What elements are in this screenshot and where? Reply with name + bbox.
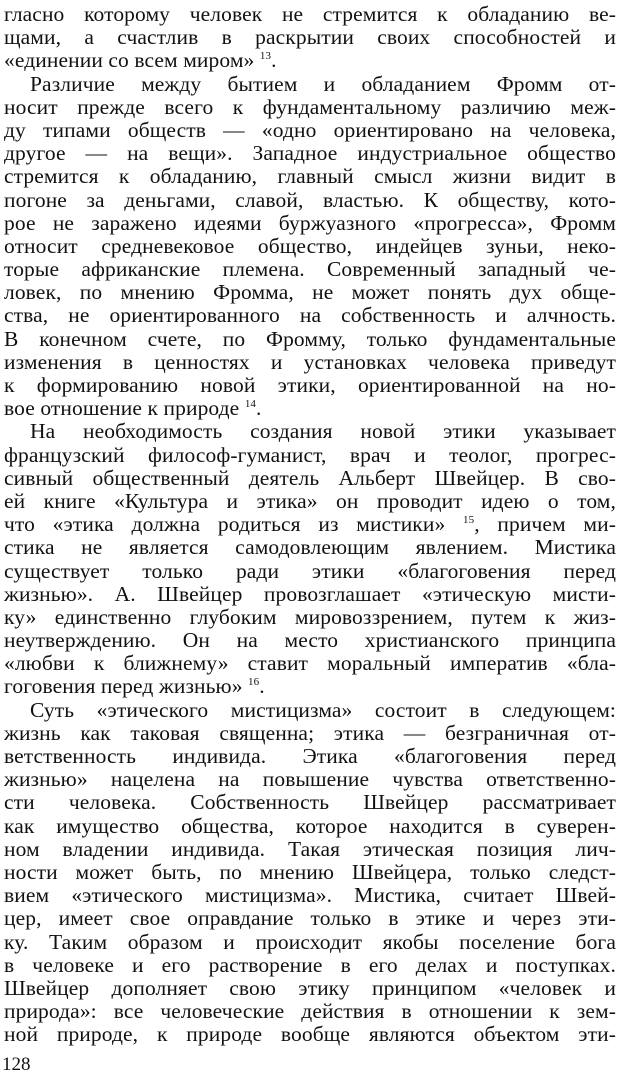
- text-line: [4, 722, 616, 745]
- line-text: сти человека. Собственность Швейцер рассматривает: [4, 791, 616, 815]
- text-line: [4, 73, 616, 96]
- text-line: [4, 768, 616, 791]
- text-line: [4, 513, 616, 536]
- line-text: ном владении индивида. Такая этическая позиция лич-: [4, 837, 616, 861]
- line-text: французский философ-гуманист, врач и теолог, прогрес-: [4, 443, 616, 467]
- text-line: [4, 606, 616, 629]
- line-text: сивный общественный деятель Альберт Швейцер. В сво-: [4, 466, 616, 490]
- footnote-ref: 16: [248, 676, 260, 689]
- line-text: Различие между бытием и обладанием Фромм от-: [30, 72, 616, 96]
- footnote-ref: 13: [259, 50, 272, 63]
- line-text: носит прежде всего к фундаментальному различию меж-: [4, 95, 616, 119]
- footnote-ref: 15: [463, 514, 475, 527]
- text-line: [4, 467, 616, 490]
- line-text: жизнью». А. Швейцер провозглашает «этическую мисти-: [4, 582, 616, 606]
- text-line: [4, 258, 616, 281]
- text-line: [4, 583, 616, 606]
- text-line: [4, 165, 616, 188]
- line-text: существует только ради этики «благоговения перед: [4, 559, 616, 583]
- text-line: [4, 420, 616, 443]
- text-line: [4, 699, 616, 722]
- line-text: ветственность индивида. Этика «благоговения перед: [4, 745, 616, 768]
- line-text: ей книге «Культура и этика» он проводит идею о том,: [4, 489, 616, 513]
- line-text: ку. Таким образом и происходит якобы поселение бога: [4, 930, 616, 954]
- line-text: ловек, по мнению Фромма, не может понять дух обще-: [4, 281, 616, 305]
- text-line: [4, 49, 616, 72]
- text-line: [4, 304, 616, 327]
- line-text: На необходимость создания новой этики указывает: [30, 420, 616, 444]
- line-text: вием «этического мистицизма». Мистика, считает Швей-: [4, 884, 616, 908]
- line-text: торые африканские племена. Современный западный че-: [4, 258, 616, 282]
- text-line: [4, 745, 616, 768]
- line-text: стика не является самодовлеющим явлением. Мистика: [4, 536, 616, 560]
- text-line: [4, 791, 616, 814]
- text-line: [4, 444, 616, 467]
- text-line: [4, 397, 616, 420]
- text-line: [4, 189, 616, 212]
- line-text: в человеке и его растворение в его делах и поступках.: [4, 953, 616, 977]
- line-text: Суть «этического мистицизма» состоит в следующем:: [30, 698, 616, 722]
- line-text: рое не заражено идеями буржуазного «прогресса», Фромм: [4, 211, 616, 235]
- line-text: ду типами обществ — «одно ориентировано на человека,: [4, 118, 616, 142]
- text-line: [4, 96, 616, 119]
- line-text: цер, имеет свое оправдание только в этике и через эти-: [4, 907, 616, 931]
- line-text: В конечном счете, по Фромму, только фундаментальные: [4, 327, 616, 351]
- text-line: [4, 328, 616, 351]
- line-text: природа»: все человеческие действия в отношении к зем-: [4, 1000, 616, 1024]
- text-line: [4, 26, 616, 49]
- text-line: [4, 931, 616, 954]
- line-text: относит средневековое общество, индейцев зуньи, неко-: [4, 234, 616, 258]
- line-text: гоговения перед жизнью»: [4, 675, 249, 699]
- text-line: [4, 815, 616, 838]
- line-text: неутверждению. Он на место христианского принципа: [4, 629, 616, 653]
- line-text: что «этика должна родиться из мистики»: [4, 513, 464, 537]
- text-line: [4, 629, 616, 652]
- text-line: [4, 3, 616, 26]
- text-line: [4, 560, 616, 583]
- line-tail: .: [271, 49, 277, 73]
- text-line: [4, 119, 616, 142]
- text-line: [4, 212, 616, 235]
- line-tail: , причем ми-: [474, 513, 616, 537]
- line-text: погоне за деньгами, славой, властью. К обществу, кото-: [4, 188, 616, 212]
- text-line: [4, 1000, 616, 1023]
- text-line: [4, 490, 616, 513]
- line-text: жизнью» нацелена на повышение чувства ответственно-: [4, 768, 616, 792]
- line-text: жизнь как таковая священна; этика — безграничная от-: [4, 721, 616, 745]
- line-text: к формированию новой этики, ориентированной на но-: [4, 374, 616, 397]
- text-line: [4, 281, 616, 304]
- line-text: ства, не ориентированного на собственность и алчность.: [4, 304, 616, 328]
- line-tail: .: [256, 397, 262, 421]
- line-text: изменения в ценностях и установках человека приведут: [4, 350, 616, 374]
- line-text: щами, а счастлив в раскрытии своих способностей и: [4, 26, 616, 50]
- text-line: [4, 838, 616, 861]
- line-text: ности может быть, по мнению Швейцера, только следст-: [4, 860, 616, 884]
- line-text: другое — на вещи». Западное индустриальное общество: [4, 142, 616, 166]
- text-line: [4, 977, 616, 1000]
- text-line: [4, 675, 616, 698]
- text-line: [4, 1023, 616, 1046]
- line-text: ной природе, к природе вообще являются объектом эти-: [4, 1023, 616, 1047]
- line-text: как имущество общества, которое находится в суверен-: [4, 814, 616, 838]
- text-line: [4, 954, 616, 977]
- text-line: [4, 235, 616, 258]
- text-line: [4, 884, 616, 907]
- body-text: [4, 3, 616, 1046]
- line-text: гласно которому человек не стремится к обладанию ве-: [4, 3, 616, 26]
- text-line: [4, 536, 616, 559]
- text-line: [4, 907, 616, 930]
- line-text: вое отношение к природе: [4, 397, 245, 421]
- page-number: 128: [2, 1054, 31, 1075]
- text-line: [4, 351, 616, 374]
- text-line: [4, 652, 616, 675]
- footnote-ref: 14: [244, 398, 257, 411]
- line-text: «любви к ближнему» ставит моральный императив «бла-: [4, 652, 616, 676]
- line-text: «единении со всем миром»: [4, 49, 260, 73]
- text-line: [4, 861, 616, 884]
- line-text: ку» единственно глубоким мировоззрением, путем к жиз-: [4, 605, 616, 629]
- text-line: [4, 374, 616, 397]
- line-tail: .: [259, 675, 265, 699]
- line-text: Швейцер дополняет свою этику принципом «человек и: [4, 976, 616, 1000]
- line-text: стремится к обладанию, главный смысл жизни видит в: [4, 165, 616, 189]
- text-line: [4, 142, 616, 165]
